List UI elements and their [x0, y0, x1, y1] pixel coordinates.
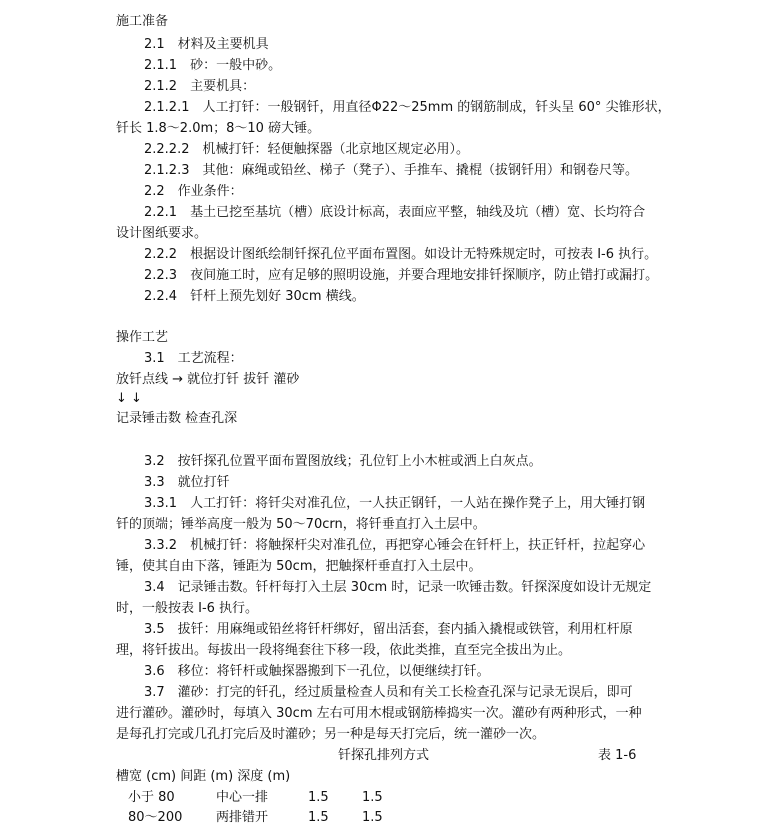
- paragraph-line: 2.2.4 钎杆上预先划好 30cm 横线。: [144, 289, 365, 304]
- paragraph-line: 理，将钎拔出。每拔出一段将绳套往下移一段，依此类推，直至完全拔出为止。: [116, 643, 572, 658]
- paragraph-line: 3.2 按钎探孔位置平面布置图放线；孔位钉上小木桩或洒上白灰点。: [144, 454, 542, 469]
- paragraph-line: 2.1.1 砂：一般中砂。: [144, 58, 282, 73]
- paragraph-line: 3.7 灌砂：打完的钎孔，经过质量检查人员和有关工长检查孔深与记录无误后，即可: [144, 685, 633, 700]
- paragraph-line: 进行灌砂。灌砂时，每填入 30cm 左右可用木棍或钢筋棒捣实一次。灌砂有两种形式，一种: [116, 706, 642, 721]
- section-title-operation: 操作工艺: [116, 330, 169, 345]
- paragraph-line: 3.3.1 人工打钎：将钎尖对准孔位，一人扶正钢钎，一人站在操作凳子上，用大锤打钢: [144, 496, 646, 511]
- section-title-preparation: 施工准备: [116, 14, 169, 29]
- paragraph-line: 2.1.2.3 其他：麻绳或铅丝、梯子（凳子）、手推车、撬棍（拔钢钎用）和钢卷尺等。: [144, 163, 638, 178]
- flow-down-arrows: ↓ ↓: [116, 391, 142, 406]
- paragraph-line: 是每孔打完或几孔打完后及时灌砂；另一种是每天打完后，统一灌砂一次。: [116, 727, 546, 742]
- paragraph-line: 3.4 记录锤击数。钎杆每打入土层 30cm 时，记录一吹锤击数。钎探深度如设计无规定: [144, 580, 652, 595]
- paragraph-line: 钎的顶端；锤举高度一般为 50～70crn，将钎垂直打入土层中。: [116, 517, 486, 532]
- table-cell-value: 1.5: [362, 810, 383, 825]
- table-cell-value: 1.5: [362, 790, 383, 805]
- table-caption: 钎探孔排列方式: [338, 748, 430, 763]
- flow-line-main: 放钎点线 → 就位打钎 拔钎 灌砂: [116, 372, 300, 387]
- paragraph-line: 3.3.2 机械打钎：将触探杆尖对准孔位，再把穿心锤会在钎杆上，扶正钎杆，拉起穿心: [144, 538, 646, 553]
- paragraph-line: 锤，使其自由下落，锤距为 50cm，把触探杆垂直打入土层中。: [116, 559, 482, 574]
- paragraph-line: 2.2.2.2 机械打钎：轻便触探器（北京地区规定必用）。: [144, 142, 469, 157]
- paragraph-line: 钎长 1.8～2.0m；8～10 磅大锤。: [116, 121, 321, 136]
- paragraph-line: 3.5 拔钎：用麻绳或铅丝将钎杆绑好，留出活套，套内插入撬棍或铁管，利用杠杆原: [144, 622, 633, 637]
- paragraph-line: 2.2.3 夜间施工时，应有足够的照明设施，并要合理地安排钎探顺序，防止错打或漏打。: [144, 268, 659, 283]
- table-cell-spacing: 中心一排: [216, 790, 269, 805]
- table-cell-value: 1.5: [308, 790, 329, 805]
- paragraph-line: 2.1 材料及主要机具: [144, 37, 269, 52]
- table-cell-spacing: 两排错开: [216, 810, 269, 825]
- table-number: 表 1-6: [598, 748, 637, 763]
- paragraph-line: 设计图纸要求。: [116, 226, 208, 241]
- paragraph-line: 3.3 就位打钎: [144, 475, 230, 490]
- flow-line-secondary: 记录锤击数 检查孔深: [116, 411, 238, 426]
- paragraph-line: 2.2.1 基土已挖至基坑（槽）底设计标高，表面应平整，轴线及坑（槽）宽、长均符合: [144, 205, 646, 220]
- paragraph-line: 2.1.2.1 人工打钎：一般钢钎，用直径Φ22～25mm 的钢筋制成，钎头呈 60° 尖锥形状，: [144, 100, 671, 115]
- table-cell-width: 小于 80: [128, 790, 175, 805]
- table-header: 槽宽 (cm) 间距 (m) 深度 (m): [116, 769, 291, 784]
- flow-label: 3.1 工艺流程：: [144, 351, 243, 366]
- paragraph-line: 3.6 移位：将钎杆或触探器搬到下一孔位，以便继续打钎。: [144, 664, 490, 679]
- table-cell-width: 80～200: [128, 810, 183, 825]
- paragraph-line: 时，一般按表 I-6 执行。: [116, 601, 259, 616]
- table-cell-value: 1.5: [308, 810, 329, 825]
- paragraph-line: 2.2.2 根据设计图纸绘制钎探孔位平面布置图。如设计无特殊规定时，可按表 I-6 执行。: [144, 247, 658, 262]
- paragraph-line: 2.1.2 主要机具：: [144, 79, 256, 94]
- paragraph-line: 2.2 作业条件：: [144, 184, 243, 199]
